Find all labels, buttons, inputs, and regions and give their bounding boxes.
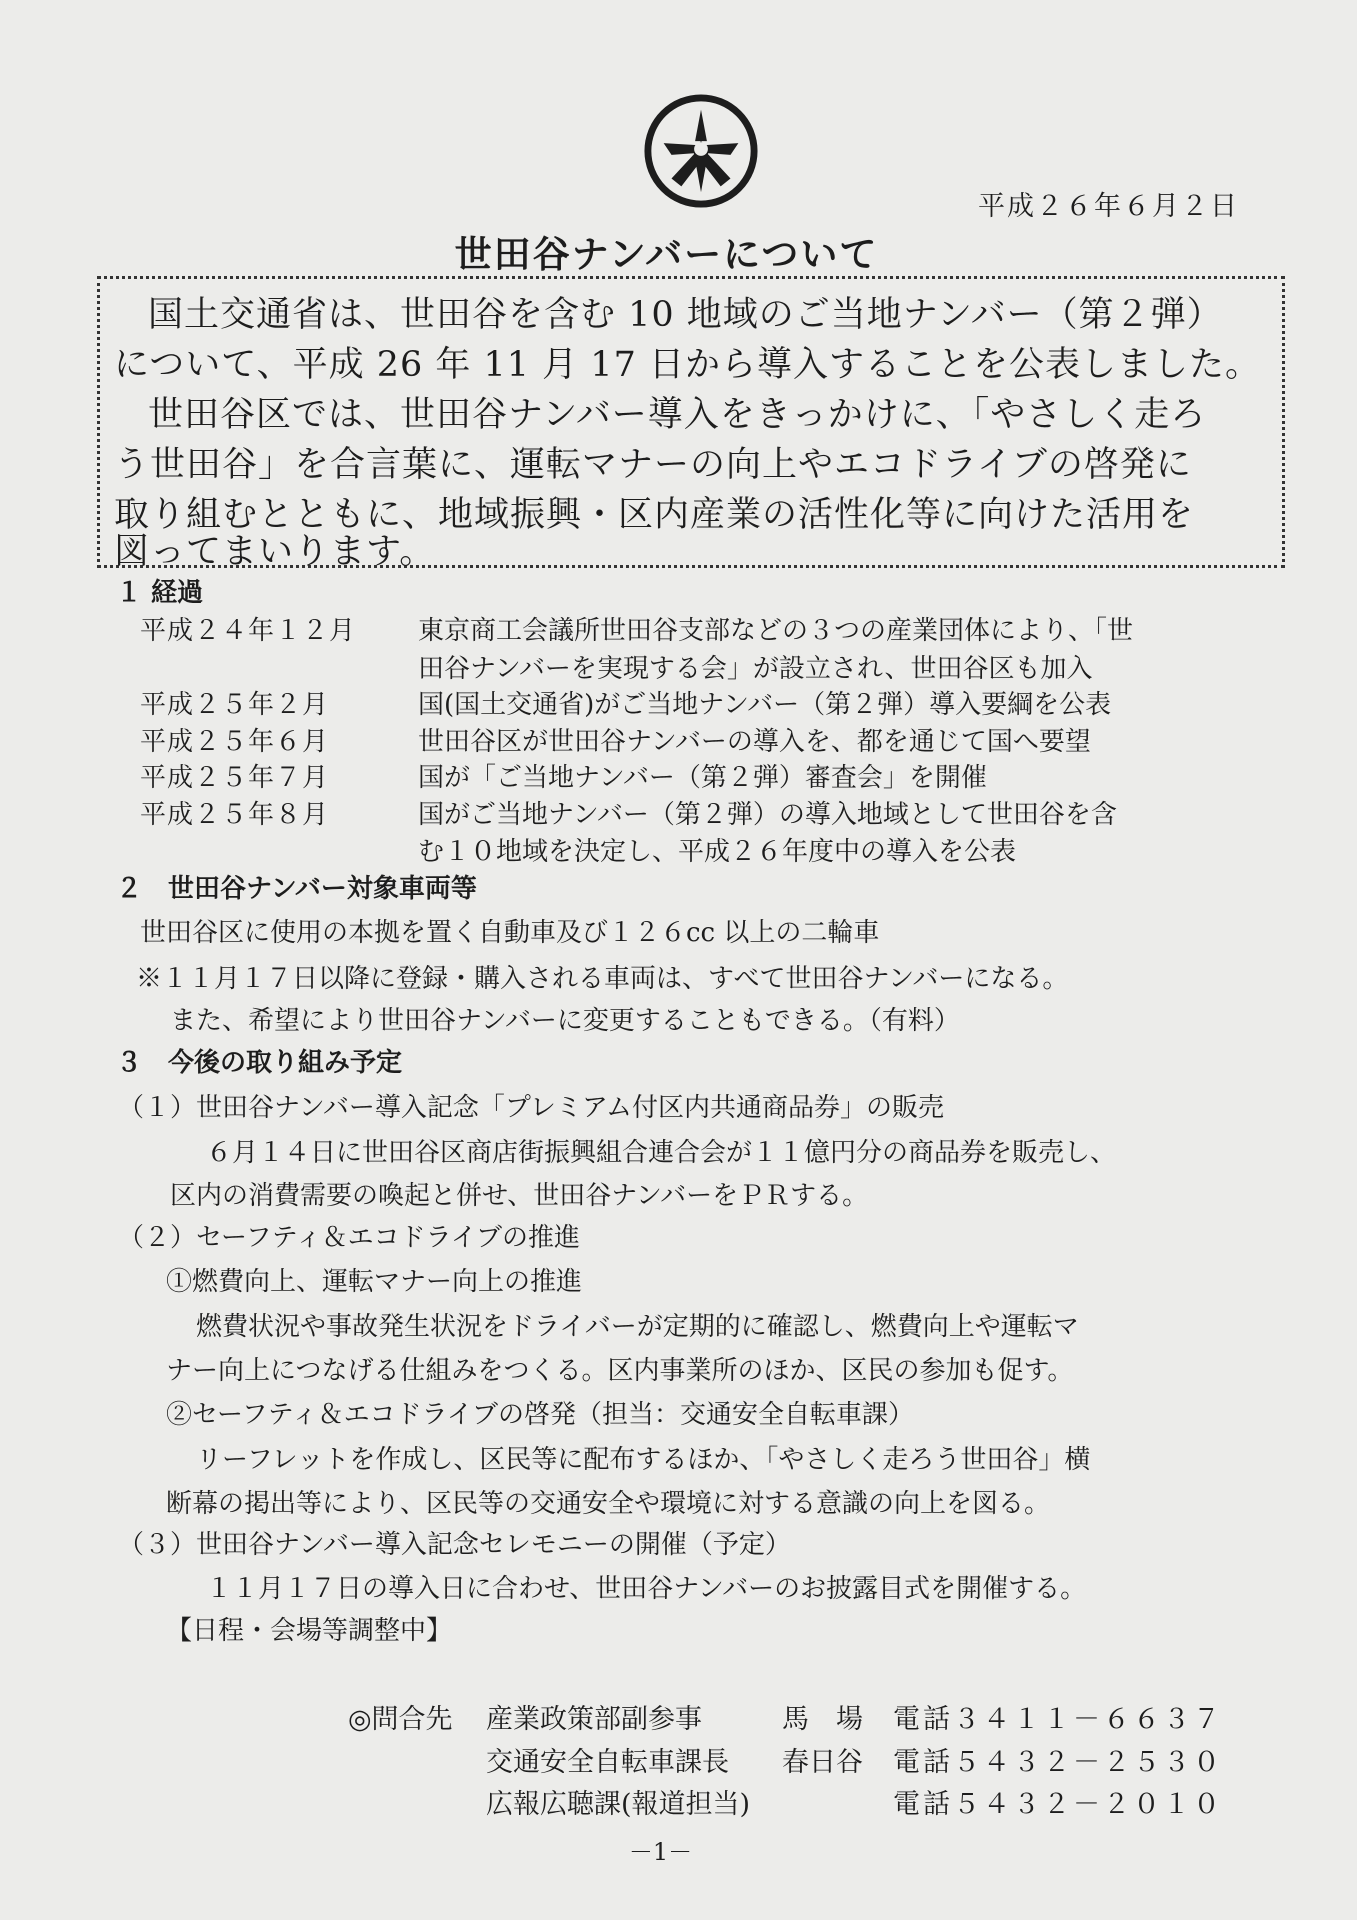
history-date: 平成２５年６月 [140, 727, 330, 757]
contact-name: 春日谷 [782, 1747, 863, 1778]
lead-line: 国土交通省は、世田谷を含む 10 地域のご当地ナンバー（第２弾） [148, 295, 1223, 335]
body-text: １１月１７日の導入日に合わせ、世田谷ナンバーのお披露目式を開催する。 [206, 1574, 1087, 1604]
body-text: 断幕の掲出等により、区民等の交通安全や環境に対する意識の向上を図る。 [166, 1489, 1051, 1519]
contact-dept: 広報広聴課(報道担当) [486, 1789, 751, 1820]
page-number: －1－ [628, 1838, 693, 1866]
history-date: 平成２５年８月 [140, 800, 330, 830]
section-heading: １ 経過 [116, 578, 204, 608]
history-text: 国が「ご当地ナンバー（第２弾）審査会」を開催 [418, 763, 987, 793]
document-title: 世田谷ナンバーについて [454, 233, 879, 276]
note-text: 【日程・会場等調整中】 [166, 1616, 453, 1646]
lead-line: 取り組むとともに、地域振興・区内産業の活性化等に向けた活用を [114, 495, 1195, 535]
history-date: 平成２５年７月 [140, 763, 330, 793]
contact-name: 馬 場 [782, 1704, 863, 1735]
lead-line: について、平成 26 年 11 月 17 日から導入することを公表しました。 [114, 345, 1261, 385]
body-text: ※１１月１７日以降に登録・購入される車両は、すべて世田谷ナンバーになる。 [136, 964, 1069, 994]
contact-label: ◎問合先 [348, 1704, 453, 1735]
history-text: 国(国土交通省)がご当地ナンバー（第２弾）導入要綱を公表 [418, 690, 1112, 720]
body-text: ６月１４日に世田谷区商店街振興組合連合会が１１億円分の商品券を販売し、 [206, 1138, 1117, 1168]
history-text: 世田谷区が世田谷ナンバーの導入を、都を通じて国へ要望 [418, 727, 1091, 757]
history-text: む１０地域を決定し、平成２６年度中の導入を公表 [418, 837, 1017, 867]
setagaya-emblem-icon [642, 92, 760, 210]
history-text: 田谷ナンバーを実現する会」が設立され、世田谷区も加入 [418, 654, 1093, 684]
lead-line: 世田谷区では、世田谷ナンバー導入をきっかけに、「やさしく走ろ [148, 395, 1207, 435]
body-text: リーフレットを作成し、区民等に配布するほか、「やさしく走ろう世田谷」横 [196, 1445, 1091, 1475]
history-text: 国がご当地ナンバー（第２弾）の導入地域として世田谷を含 [418, 800, 1117, 830]
body-text: また、希望により世田谷ナンバーに変更することもできる。（有料） [170, 1006, 960, 1036]
history-date: 平成２４年１２月 [140, 616, 357, 646]
subsection-heading: （３）世田谷ナンバー導入記念セレモニーの開催（予定） [118, 1530, 791, 1560]
body-text: 区内の消費需要の喚起と併せ、世田谷ナンバーをＰＲする。 [170, 1181, 869, 1211]
subsection-heading: （１）世田谷ナンバー導入記念「プレミアム付区内共通商品券」の販売 [118, 1093, 945, 1123]
lead-line: 図ってまいります。 [114, 532, 436, 572]
item-heading: ①燃費向上、運転マナー向上の推進 [166, 1267, 583, 1297]
contact-tel: 電話５４３２－２５３０ [893, 1747, 1223, 1778]
contact-tel: 電話５４３２－２０１０ [893, 1789, 1223, 1820]
contact-dept: 産業政策部副参事 [486, 1704, 702, 1735]
section-heading: ３ 今後の取り組み予定 [116, 1048, 403, 1078]
contact-tel: 電話３４１１－６６３７ [893, 1704, 1223, 1735]
body-text: ナー向上につなげる仕組みをつくる。区内事業所のほか、区民の参加も促す。 [166, 1356, 1074, 1386]
history-text: 東京商工会議所世田谷支部などの３つの産業団体により、「世 [418, 616, 1134, 646]
contact-dept: 交通安全自転車課長 [486, 1747, 729, 1778]
lead-line: う世田谷」を合言葉に、運転マナーの向上やエコドライブの啓発に [114, 445, 1192, 485]
section-heading: ２ 世田谷ナンバー対象車両等 [116, 874, 477, 904]
body-text: 燃費状況や事故発生状況をドライバーが定期的に確認し、燃費向上や運転マ [196, 1312, 1079, 1342]
body-text: 世田谷区に使用の本拠を置く自動車及び１２６cc 以上の二輪車 [140, 918, 880, 948]
subsection-heading: （２）セーフティ＆エコドライブの推進 [118, 1223, 581, 1253]
history-date: 平成２５年２月 [140, 690, 330, 720]
issue-date: 平成２６年６月２日 [978, 191, 1239, 222]
item-heading: ②セーフティ＆エコドライブの啓発（担当：交通安全自転車課） [166, 1400, 915, 1430]
